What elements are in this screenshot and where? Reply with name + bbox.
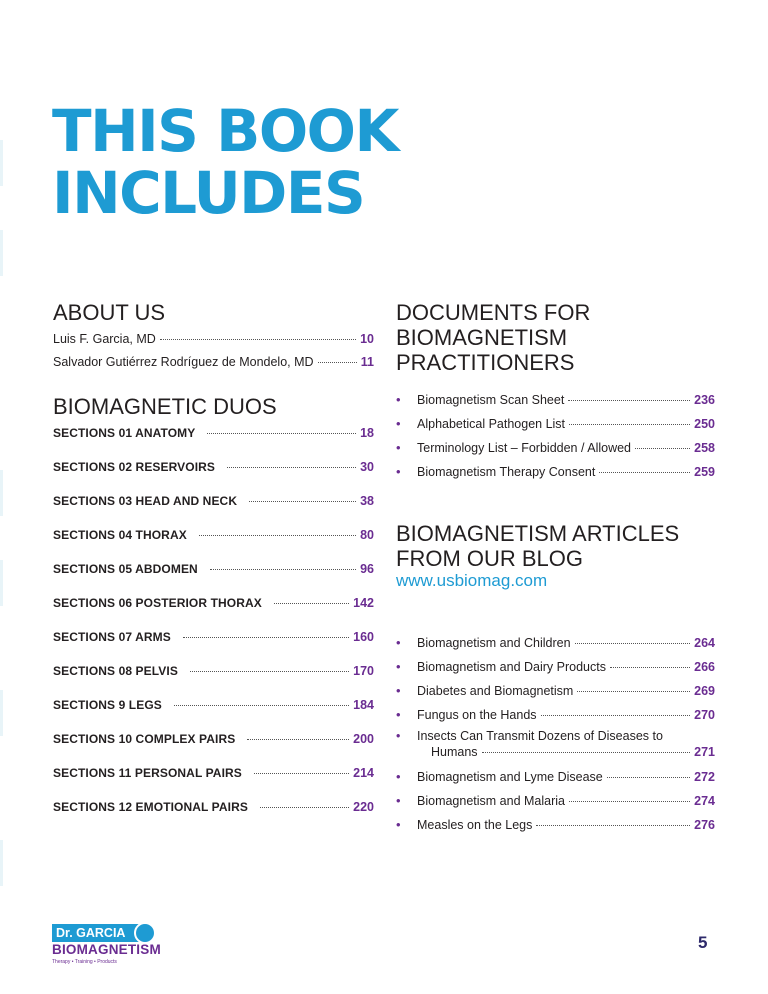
toc-entry-about-garcia[interactable] [53,332,374,346]
bullet-icon: • [396,392,401,407]
toc-page-number: 10 [360,332,374,346]
duos-heading [53,394,277,419]
toc-entry-section-11[interactable] [53,766,374,780]
toc-entry-title: Biomagnetism Therapy Consent [417,465,596,479]
toc-page-number: 250 [694,417,715,431]
bullet-icon: • [396,464,401,479]
bullet-icon: • [396,817,401,832]
dot-leader [318,362,357,363]
toc-entry-title: Insects Can Transmit Dozens of Diseases to [417,729,663,743]
documents-heading-line: PRACTITIONERS [396,350,575,375]
toc-entry-terminology-list[interactable] [396,440,715,455]
toc-entry-title: Terminology List – Forbidden / Allowed [417,441,632,455]
toc-entry-article-children[interactable] [396,635,715,650]
page-title-line-1: THIS BOOK [52,97,398,165]
bullet-icon: • [396,440,401,455]
toc-entry-title: SECTIONS 04 THORAX [53,528,187,542]
bullet-icon: • [396,769,401,784]
toc-page-number: 271 [694,745,715,759]
toc-entry-title: Biomagnetism and Malaria [417,794,565,808]
bullet-icon: • [396,707,401,722]
dot-leader [568,400,690,401]
magnet-logo-icon [134,922,156,944]
toc-entry-title: SECTIONS 02 RESERVOIRS [53,460,216,474]
toc-entry-article-measles[interactable] [396,817,715,832]
brand-logo [52,924,172,969]
documents-heading-line: DOCUMENTS FOR [396,300,591,325]
dot-leader [575,643,691,644]
toc-page-number: 269 [694,684,715,698]
logo-brand-name: BIOMAGNETISM [52,942,161,957]
dot-leader [541,715,691,716]
toc-page-number: 30 [360,460,374,474]
toc-entry-title: Fungus on the Hands [417,708,537,722]
dot-leader [610,667,690,668]
toc-entry-title: SECTIONS 12 EMOTIONAL PAIRS [53,800,248,814]
toc-page-number: 184 [353,698,374,712]
toc-entry-section-09[interactable] [53,698,374,712]
toc-entry-title: SECTIONS 9 LEGS [53,698,162,712]
dot-leader [227,467,356,468]
dot-leader [207,433,356,434]
toc-page-number: 274 [694,794,715,808]
toc-entry-section-12[interactable] [53,800,374,814]
dot-leader [190,671,349,672]
articles-heading-line: BIOMAGNETISM ARTICLES [396,521,680,546]
toc-page-number: 220 [353,800,374,814]
logo-tagline: Therapy • Training • Products [52,959,117,965]
dot-leader [260,807,349,808]
toc-page-number: 270 [694,708,715,722]
toc-page-number: 214 [353,766,374,780]
toc-entry-title: Measles on the Legs [417,818,533,832]
toc-page-number: 96 [360,562,374,576]
toc-entry-article-insects[interactable] [396,729,715,759]
toc-entry-section-04[interactable] [53,528,374,542]
toc-entry-title: Alphabetical Pathogen List [417,417,566,431]
toc-entry-title: Salvador Gutiérrez Rodríguez de Mondelo, MD [53,355,314,369]
dot-leader [569,801,690,802]
dot-leader [482,752,691,753]
toc-page-number: 80 [360,528,374,542]
toc-entry-title: Luis F. Garcia, MD [53,332,156,346]
toc-entry-title: SECTIONS 05 ABDOMEN [53,562,198,576]
toc-page-number: 259 [694,465,715,479]
toc-entry-title: SECTIONS 10 COMPLEX PAIRS [53,732,236,746]
toc-page-number: 272 [694,770,715,784]
toc-page-number: 266 [694,660,715,674]
toc-page-number: 11 [360,355,374,369]
toc-entry-title: Biomagnetism and Lyme Disease [417,770,603,784]
toc-entry-section-06[interactable] [53,596,374,610]
toc-entry-section-03[interactable] [53,494,374,508]
toc-entry-article-dairy[interactable] [396,659,715,674]
bullet-icon: • [396,793,401,808]
toc-entry-section-02[interactable] [53,460,374,474]
page-title-line-2: INCLUDES [52,159,365,227]
toc-entry-section-10[interactable] [53,732,374,746]
toc-entry-section-05[interactable] [53,562,374,576]
articles-heading [396,521,679,571]
duos-heading-text: BIOMAGNETIC DUOS [53,394,277,419]
toc-page-number: 200 [353,732,374,746]
toc-entry-title: SECTIONS 07 ARMS [53,630,171,644]
dot-leader [599,472,690,473]
about-heading-text: ABOUT US [53,300,166,325]
toc-page-number: 170 [353,664,374,678]
toc-entry-title: SECTIONS 01 ANATOMY [53,426,196,440]
toc-entry-therapy-consent[interactable] [396,464,715,479]
page-title [52,97,398,227]
toc-page-number: 160 [353,630,374,644]
dot-leader [635,448,690,449]
dot-leader [254,773,349,774]
toc-entry-section-01[interactable] [53,426,374,440]
dot-leader [174,705,349,706]
toc-entry-section-08[interactable] [53,664,374,678]
toc-entry-title: SECTIONS 08 PELVIS [53,664,178,678]
toc-page-number: 258 [694,441,715,455]
dot-leader [536,825,690,826]
toc-entry-title: Biomagnetism and Children [417,636,571,650]
toc-page-number: 236 [694,393,715,407]
logo-doctor-name: Dr. GARCIA [52,924,149,942]
documents-heading [396,300,590,375]
dot-leader [569,424,690,425]
dot-leader [199,535,356,536]
toc-page-number: 18 [360,426,374,440]
toc-entry-title: SECTIONS 03 HEAD AND NECK [53,494,238,508]
dot-leader [577,691,690,692]
documents-heading-line: BIOMAGNETISM [396,325,568,350]
toc-entry-article-lyme[interactable] [396,769,715,784]
toc-page-number: 142 [353,596,374,610]
toc-entry-title: SECTIONS 11 PERSONAL PAIRS [53,766,242,780]
toc-entry-pathogen-list[interactable] [396,416,715,431]
toc-entry-article-fungus[interactable] [396,707,715,722]
toc-entry-section-07[interactable] [53,630,374,644]
toc-entry-title: Biomagnetism Scan Sheet [417,393,565,407]
toc-entry-scan-sheet[interactable] [396,392,715,407]
page-number: 5 [698,933,708,952]
bullet-icon: • [396,659,401,674]
dot-leader [247,739,349,740]
articles-heading-line: FROM OUR BLOG [396,546,584,571]
dot-leader [210,569,356,570]
toc-entry-title: Biomagnetism and Dairy Products [417,660,606,674]
toc-page-number: 38 [360,494,374,508]
toc-entry-title-continued: Humans [431,745,478,759]
blog-url-link[interactable]: www.usbiomag.com [396,571,548,590]
bullet-icon: • [396,635,401,650]
toc-entry-title: Diabetes and Biomagnetism [417,684,574,698]
about-heading [53,300,165,325]
toc-entry-article-malaria[interactable] [396,793,715,808]
bullet-icon: • [396,729,401,743]
dot-leader [183,637,349,638]
page-edge-marks [0,0,4,994]
toc-page-number: 276 [694,818,715,832]
dot-leader [274,603,349,604]
toc-entry-title: SECTIONS 06 POSTERIOR THORAX [53,596,262,610]
bullet-icon: • [396,683,401,698]
dot-leader [607,777,690,778]
toc-page-number: 264 [694,636,715,650]
bullet-icon: • [396,416,401,431]
dot-leader [160,339,356,340]
dot-leader [249,501,356,502]
toc-entry-article-diabetes[interactable] [396,683,715,698]
toc-entry-about-mondelo[interactable] [53,355,374,369]
